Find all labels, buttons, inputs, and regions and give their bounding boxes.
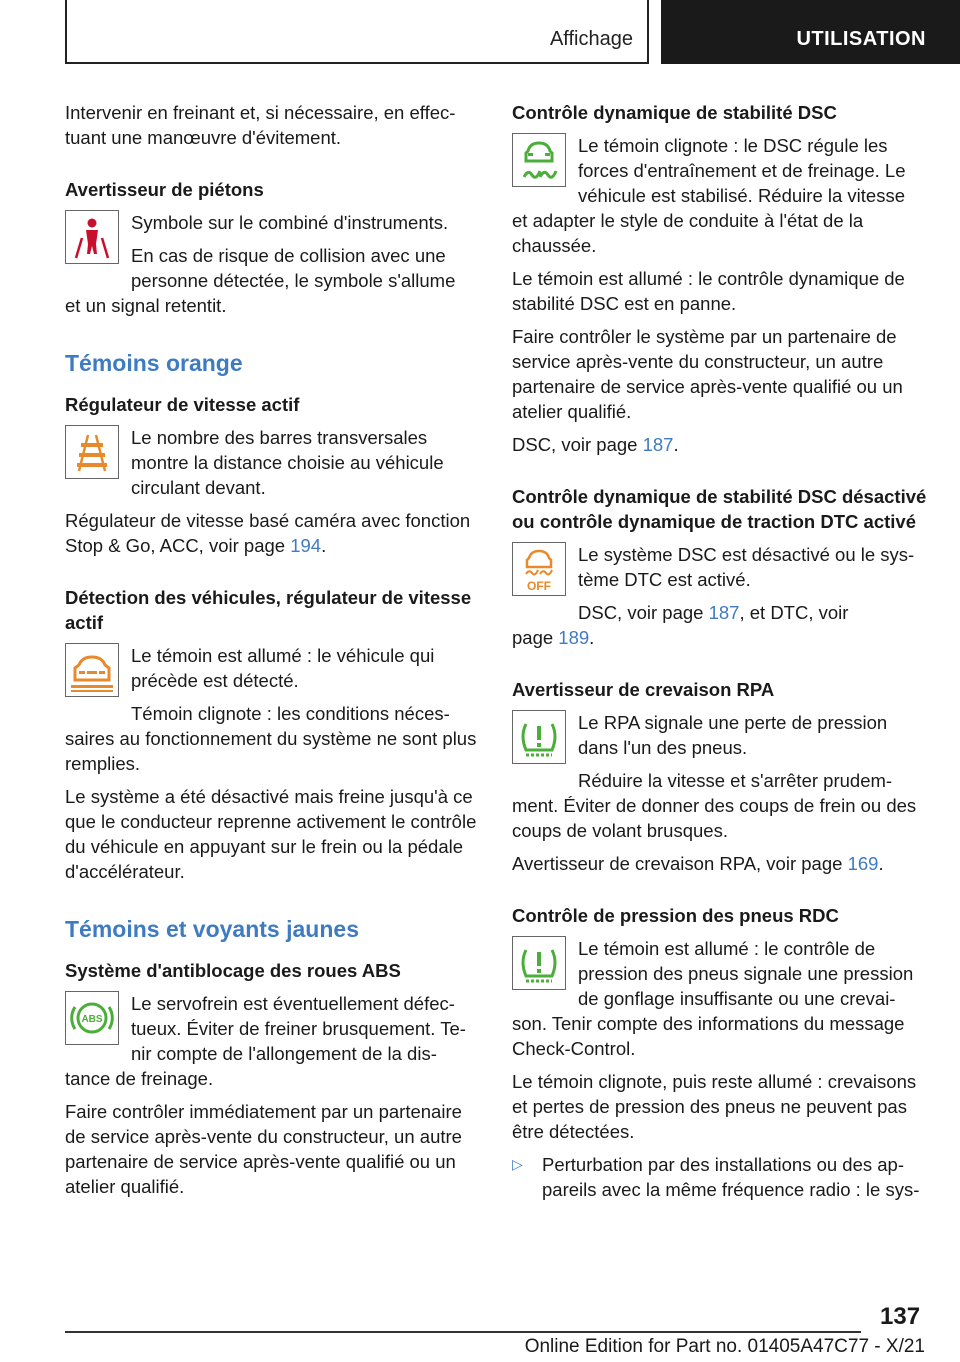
header-section-box (65, 0, 649, 64)
active-cruise-title: Régulateur de vitesse actif (65, 394, 300, 415)
abs-title: Système d'antiblocage des roues ABS (65, 960, 401, 981)
rpa-text-3: ment. Éviter de donner des coups de frein ou des coups de volant brusques. (512, 795, 917, 841)
pedestrian-text-1: Symbole sur le combiné d'instruments. (131, 212, 449, 233)
dsc-text-2: et adapter le style de conduite à l'état de la chaussée. (512, 210, 864, 256)
triangle-bullet-icon: ▷ (512, 1156, 523, 1172)
orange-indicators-heading: Témoins orange (65, 350, 243, 376)
yellow-indicators-heading: Témoins et voyants jaunes (65, 916, 359, 942)
rpa-text-4: Avertisseur de crevaison RPA, voir page 169. (512, 853, 884, 874)
dsc-text-1: Le témoin clignote : le DSC régule les forces d'entraînement et de freinage. Le véhicule est stabilisé. Réduire la vitesse (578, 135, 906, 206)
vehicle-detection-text-3: saires au fonctionnement du système ne sont plus remplies. (65, 728, 477, 774)
abs-text-3: Faire contrôler immédiatement par un partenaire de service après-vente du constructeur, un autre partenaire de service après-vente qualifié ou un atelier qualifié. (65, 1101, 462, 1197)
svg-text:ABS: ABS (81, 1014, 103, 1025)
vehicle-detection-text-4: Le système a été désactivé mais freine jusqu'à ce que le conducteur reprenne activement le contrôle du véhicule en appuyant sur le frein ou la pédale d'accélérateur. (65, 786, 477, 882)
tire-pressure-monitor-icon (512, 936, 566, 990)
header-section-title: Affichage (549, 28, 633, 50)
page-link-187b[interactable]: 187 (708, 602, 740, 623)
rdc-text-3: Le témoin clignote, puis reste allumé : crevaisons et pertes de pression des pneus ne peuvent pas être détectées. (512, 1071, 917, 1142)
dsc-off-icon (512, 542, 566, 596)
abs-icon (65, 991, 119, 1045)
page-link-189[interactable]: 189 (558, 627, 590, 648)
page-link-194[interactable]: 194 (290, 535, 322, 556)
footer-edition: Online Edition for Part no. 01405A47C77 - X/21 (524, 1336, 925, 1357)
vehicle-detection-text-1: Le témoin est allumé : le véhicule qui précède est détecté. (131, 645, 435, 691)
rpa-text-2: Réduire la vitesse et s'arrêter prudem- (578, 770, 893, 791)
cruise-distance-icon (65, 425, 119, 479)
rdc-title: Contrôle de pression des pneus RDC (512, 905, 839, 926)
rdc-text-1: Le témoin est allumé : le contrôle de pression des pneus signale une pression de gonflage insuffisante ou une crevai- (578, 938, 914, 1009)
page-link-187[interactable]: 187 (642, 434, 674, 455)
rpa-section (512, 677, 928, 876)
header-chapter-title: UTILISATION (796, 28, 926, 50)
rpa-text-1: Le RPA signale une perte de pression dans l'un des pneus. (578, 712, 888, 758)
dsc-off-title: Contrôle dynamique de stabilité DSC désactivé ou contrôle dynamique de traction DTC activé (512, 486, 927, 532)
dsc-text-5: DSC, voir page 187. (512, 434, 679, 455)
pedestrian-warning-icon (65, 210, 119, 264)
vehicle-detection-title: Détection des véhicules, régulateur de vitesse actif (65, 587, 472, 633)
rdc-section (512, 903, 928, 1202)
dsc-skid-icon (512, 133, 566, 187)
page-number: 137 (880, 1303, 921, 1330)
tire-pressure-warning-icon (512, 710, 566, 764)
dsc-off-text-1: Le système DSC est désactivé ou le sys-tème DTC est activé. (578, 544, 915, 590)
page-link-169[interactable]: 169 (847, 853, 879, 874)
dsc-text-3: Le témoin est allumé : le contrôle dynamique de stabilité DSC est en panne. (512, 268, 905, 314)
intro-paragraph: Intervenir en freinant et, si nécessaire, en effec-tuant une manœuvre d'évitement. (65, 102, 456, 148)
vehicle-detection-text-2: Témoin clignote : les conditions néces- (131, 703, 450, 724)
footer-divider (65, 1331, 861, 1333)
left-column (65, 100, 480, 1199)
dsc-off-section (512, 484, 928, 650)
list-item (512, 1152, 928, 1202)
abs-section (65, 958, 480, 1199)
dsc-section (512, 100, 928, 457)
header-chapter-box (661, 0, 960, 64)
cruise-text-1: Le nombre des barres transversales montre la distance choisie au véhicule circulant devant. (131, 427, 444, 498)
right-column (512, 100, 928, 1202)
rdc-text-2: son. Tenir compte des informations du message Check-Control. (512, 1013, 905, 1059)
dsc-title: Contrôle dynamique de stabilité DSC (512, 102, 837, 123)
abs-text-2: tance de freinage. (65, 1068, 214, 1089)
pedestrian-text-2: En cas de risque de collision avec une personne détectée, le symbole s'allume (131, 245, 456, 291)
abs-text-1: Le servofrein est éventuellement défec-tueux. Éviter de freiner brusquement. Te-nir compte de l'allongement de la dis- (131, 993, 466, 1064)
dsc-off-text-2: DSC, voir page 187, et DTC, voir (578, 602, 849, 623)
dsc-off-text-3: page 189. (512, 627, 595, 648)
pedestrian-warning-title: Avertisseur de piétons (65, 179, 264, 200)
active-cruise-section (65, 392, 480, 558)
dsc-text-4: Faire contrôler le système par un partenaire de service après-vente du constructeur, un autre partenaire de service après-vente qualifié ou un atelier qualifié. (512, 326, 903, 422)
dsc-off-icon-label: OFF (527, 579, 551, 592)
rpa-title: Avertisseur de crevaison RPA (512, 679, 775, 700)
pedestrian-text-3: et un signal retentit. (65, 295, 227, 316)
rdc-bullet-text: Perturbation par des installations ou des ap-pareils avec la même fréquence radio : le sys- (542, 1154, 920, 1200)
vehicle-detection-section (65, 585, 480, 884)
pedestrian-warning-section (65, 177, 480, 318)
vehicle-ahead-icon (65, 643, 119, 697)
cruise-text-2: Régulateur de vitesse basé caméra avec fonction Stop & Go, ACC, voir page 194. (65, 510, 471, 556)
